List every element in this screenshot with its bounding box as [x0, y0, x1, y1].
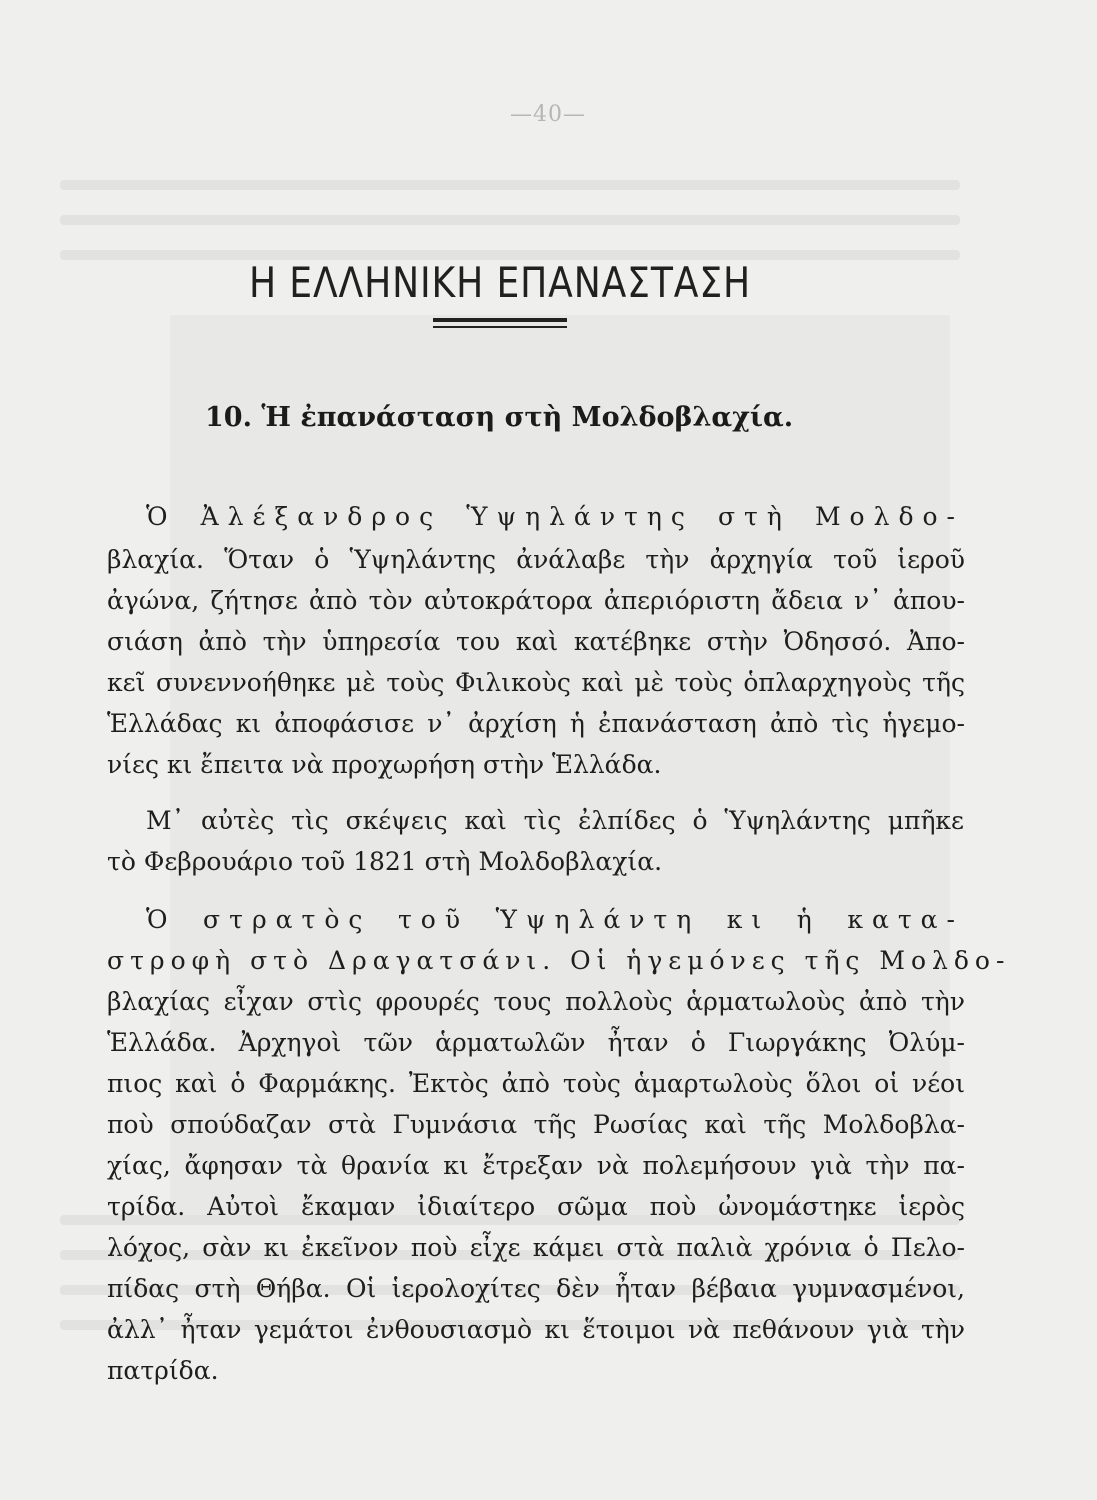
section-heading: 10. Ἡ ἐπανάσταση στὴ Μολδοβλαχία.: [205, 402, 794, 433]
text-line: χίας, ἄφησαν τὰ θρανία κι ἔτρεξαν νὰ πολεμήσουν γιὰ τὴν πα-: [107, 1151, 965, 1180]
text-line: στροφὴ στὸ Δραγατσάνι. Οἱ ἡγεμόνες τῆς Μολδο-: [107, 946, 1011, 975]
text-line: Ὁ Ἀλέξανδρος Ὑψηλάντης στὴ Μολδο-: [146, 502, 964, 531]
page-number: —40—: [510, 102, 586, 127]
text-line: Μ᾽ αὐτὲς τὶς σκέψεις καὶ τὶς ἐλπίδες ὁ Ὑψηλάντης μπῆκε: [146, 806, 964, 835]
text-line: τὸ Φεβρουάριο τοῦ 1821 στὴ Μολδοβλαχία.: [107, 847, 663, 876]
text-line: πατρίδα.: [107, 1356, 219, 1385]
text-line: πιος καὶ ὁ Φαρμάκης. Ἐκτὸς ἀπὸ τοὺς ἁμαρτωλοὺς ὅλοι οἱ νέοι: [107, 1069, 965, 1098]
show-through-line: [60, 215, 960, 225]
title-rule-thin: [433, 326, 567, 328]
text-line: λόχος, σὰν κι ἐκεῖνον ποὺ εἶχε κάμει στὰ παλιὰ χρόνια ὁ Πελο-: [107, 1233, 965, 1262]
text-line: Ἑλλάδας κι ἀποφάσισε ν᾽ ἀρχίση ἡ ἐπανάσταση ἀπὸ τὶς ἡγεμο-: [107, 709, 965, 738]
page-title: Η ΕΛΛΗΝΙΚΗ ΕΠΑΝΑΣΤΑΣΗ: [248, 258, 752, 307]
text-line: ἀγώνα, ζήτησε ἀπὸ τὸν αὐτοκράτορα ἀπεριόριστη ἄδεια ν᾽ ἀπου-: [107, 586, 965, 615]
text-line: Ὁ στρατὸς τοῦ Ὑψηλάντη κι ἡ κατα-: [146, 905, 964, 934]
text-line: ποὺ σπούδαζαν στὰ Γυμνάσια τῆς Ρωσίας καὶ τῆς Μολδοβλα-: [107, 1110, 965, 1139]
text-line: κεῖ συνεννοήθηκε μὲ τοὺς Φιλικοὺς καὶ μὲ τοὺς ὁπλαρχηγοὺς τῆς: [107, 668, 965, 697]
text-line: βλαχίας εἶχαν στὶς φρουρές τους πολλοὺς ἁρματωλοὺς ἀπὸ τὴν: [107, 987, 965, 1016]
text-line: πίδας στὴ Θήβα. Οἱ ἱερολοχίτες δὲν ἦταν βέβαια γυμνασμένοι,: [107, 1274, 965, 1303]
text-line: Ἑλλάδα. Ἀρχηγοὶ τῶν ἁρματωλῶν ἦταν ὁ Γιωργάκης Ὀλύμ-: [107, 1028, 965, 1057]
show-through-line: [60, 180, 960, 190]
text-line: βλαχία. Ὅταν ὁ Ὑψηλάντης ἀνάλαβε τὴν ἀρχηγία τοῦ ἱεροῦ: [107, 545, 965, 574]
text-line: σιάση ἀπὸ τὴν ὑπηρεσία του καὶ κατέβηκε στὴν Ὀδησσό. Ἀπο-: [107, 627, 965, 656]
text-line: τρίδα. Αὐτοὶ ἔκαμαν ἰδιαίτερο σῶμα ποὺ ὠνομάστηκε ἱερὸς: [107, 1192, 965, 1221]
text-line: ἀλλ᾽ ἦταν γεμάτοι ἐνθουσιασμὸ κι ἕτοιμοι νὰ πεθάνουν γιὰ τὴν: [107, 1315, 965, 1344]
title-rule-thick: [433, 318, 567, 322]
text-line: νίες κι ἔπειτα νὰ προχωρήση στὴν Ἑλλάδα.: [107, 750, 662, 779]
